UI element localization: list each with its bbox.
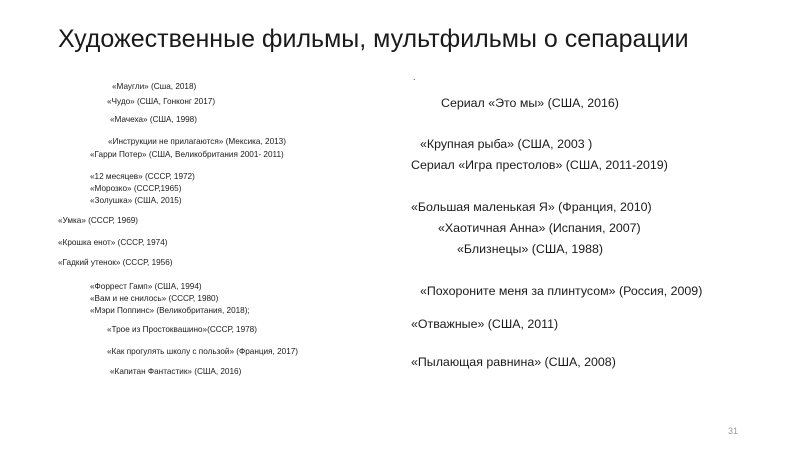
slide-title: Художественные фильмы, мультфильмы о сепарации	[58, 25, 689, 53]
list-item: «Форрест Гамп» (США, 1994)	[90, 282, 202, 291]
page-number: 31	[728, 426, 739, 436]
list-item: «Инструкции не прилагаются» (Мексика, 2013)	[108, 137, 286, 146]
list-item: «Гарри Потер» (США, Великобритания 2001- 2011)	[90, 150, 284, 159]
list-item: «Золушка» (США, 2015)	[90, 196, 182, 205]
list-item: Сериал «Игра престолов» (США, 2011-2019)	[411, 158, 668, 172]
bullet-marker: .	[413, 72, 416, 82]
list-item: «Крупная рыба» (США, 2003 )	[420, 137, 593, 151]
list-item: Сериал «Это мы» (США, 2016)	[441, 96, 619, 110]
list-item: «Отважные» (США, 2011)	[411, 317, 559, 331]
list-item: «Мачеха» (США, 1998)	[110, 115, 197, 124]
list-item: «Трое из Простоквашино»(СССР, 1978)	[107, 325, 257, 334]
list-item: «Хаотичная Анна» (Испания, 2007)	[438, 221, 641, 235]
list-item: «Чудо» (США, Гонконг 2017)	[107, 97, 216, 106]
list-item: «Пылающая равнина» (США, 2008)	[411, 355, 616, 369]
list-item: «Капитан Фантастик» (США, 2016)	[110, 367, 242, 376]
list-item: «Маугли» (Сша, 2018)	[112, 82, 197, 91]
list-item: «Мэри Поппинс» (Великобритания, 2018);	[90, 306, 250, 315]
list-item: «Вам и не снилось» (СССР, 1980)	[90, 294, 219, 303]
list-item: «12 месяцев» (СССР, 1972)	[90, 172, 195, 181]
list-item: «Морозко» (СССР,1965)	[90, 184, 182, 193]
list-item: «Как прогулять школу с пользой» (Франция, 2017)	[107, 347, 299, 356]
list-item: «Похороните меня за плинтусом» (Россия, 2009)	[420, 284, 703, 298]
list-item: «Большая маленькая Я» (Франция, 2010)	[411, 200, 652, 214]
list-item: «Гадкий утенок» (СССР, 1956)	[58, 258, 173, 267]
list-item: «Крошка енот» (СССР, 1974)	[58, 238, 168, 247]
list-item: «Умка» (СССР, 1969)	[58, 216, 139, 225]
list-item: «Близнецы» (США, 1988)	[457, 242, 604, 256]
